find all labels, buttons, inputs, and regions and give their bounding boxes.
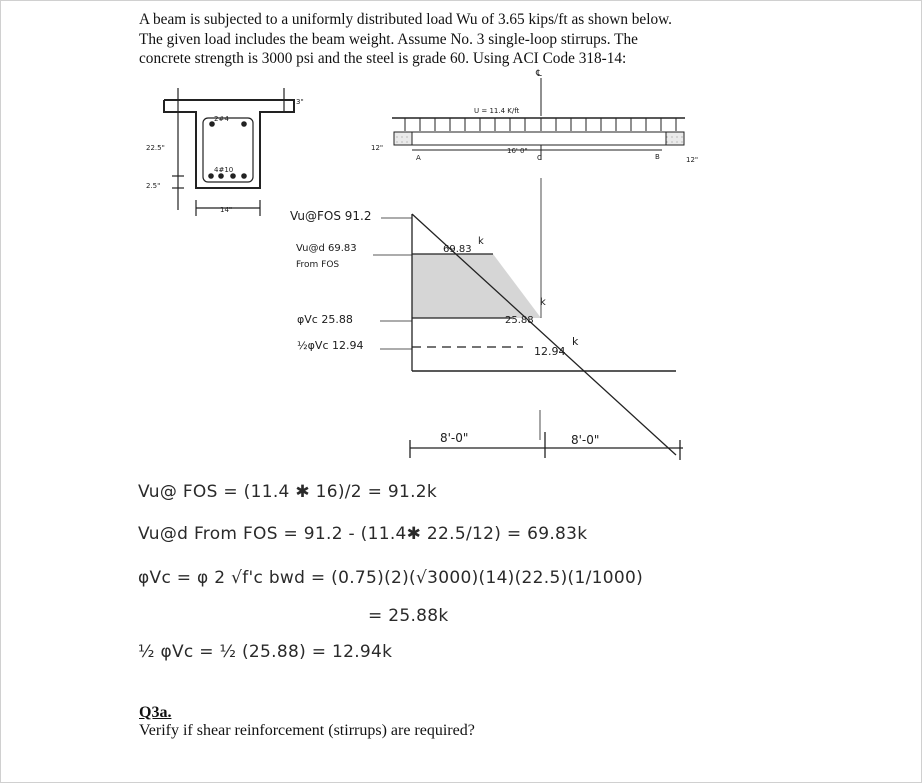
dim-right-label: 8'-0"	[571, 433, 600, 447]
value-12-label: 12.94	[534, 345, 566, 358]
shaded-region	[412, 254, 541, 318]
cover-bottom-label: 2.5"	[146, 182, 161, 190]
left-overhang-label: 12"	[371, 144, 384, 152]
dim-left-label: 8'-0"	[440, 431, 469, 445]
problem-line-2: The given load includes the beam weight. Assume No. 3 single-loop stirrups. The	[139, 30, 638, 48]
centerline-symbol: ℄	[536, 69, 542, 79]
bottom-bars-label: 4#10	[214, 166, 234, 174]
kip-label-1: k	[478, 236, 484, 247]
calc-line-5: ½ φVc = ½ (25.88) = 12.94k	[138, 642, 393, 662]
vu-d-label: Vu@d 69.83	[296, 243, 357, 254]
question-text: Verify if shear reinforcement (stirrups) are required?	[139, 722, 475, 739]
kip-label-3: k	[572, 335, 579, 348]
value-69-label: 69.83	[443, 244, 472, 255]
width-label: 14"	[220, 206, 233, 214]
beam-cross-section	[164, 88, 294, 216]
span-label: 16' 0"	[507, 147, 528, 155]
kip-label-2: k	[540, 297, 546, 308]
beam-elevation	[392, 78, 685, 160]
calc-line-1: Vu@ FOS = (11.4 ✱ 16)/2 = 91.2k	[138, 482, 438, 502]
value-25-label: 25.88	[505, 315, 534, 326]
calc-line-3: φVc = φ 2 √f'c bwd = (0.75)(2)(√3000)(14)(22.5)(1/1000)	[138, 568, 644, 588]
problem-line-3: concrete strength is 3000 psi and the steel is grade 60. Using ACI Code 318-14:	[139, 50, 627, 67]
problem-line-1: A beam is subjected to a uniformly distributed load Wu of 3.65 kips/ft as shown below.	[139, 11, 673, 28]
top-bars-label: 2#4	[214, 115, 229, 123]
phi-vc-label: φVc 25.88	[297, 313, 353, 326]
half-phi-vc-label: ½φVc 12.94	[297, 339, 364, 352]
from-fos-label: From FOS	[296, 260, 340, 270]
right-overhang-label: 12"	[686, 156, 699, 164]
midspan-label: C	[537, 154, 542, 162]
support-b-label: B	[655, 153, 660, 161]
calc-line-2: Vu@d From FOS = 91.2 - (11.4✱ 22.5/12) = 69.83k	[138, 524, 588, 544]
question-heading: Q3a.	[139, 704, 172, 721]
vu-fos-label: Vu@FOS 91.2	[290, 209, 372, 223]
support-a-label: A	[416, 154, 421, 162]
load-label: U = 11.4 K/ft	[474, 107, 520, 115]
cover-top-label: 3"	[296, 98, 304, 106]
depth-label: 22.5"	[146, 144, 165, 152]
calc-line-4: = 25.88k	[368, 606, 449, 626]
